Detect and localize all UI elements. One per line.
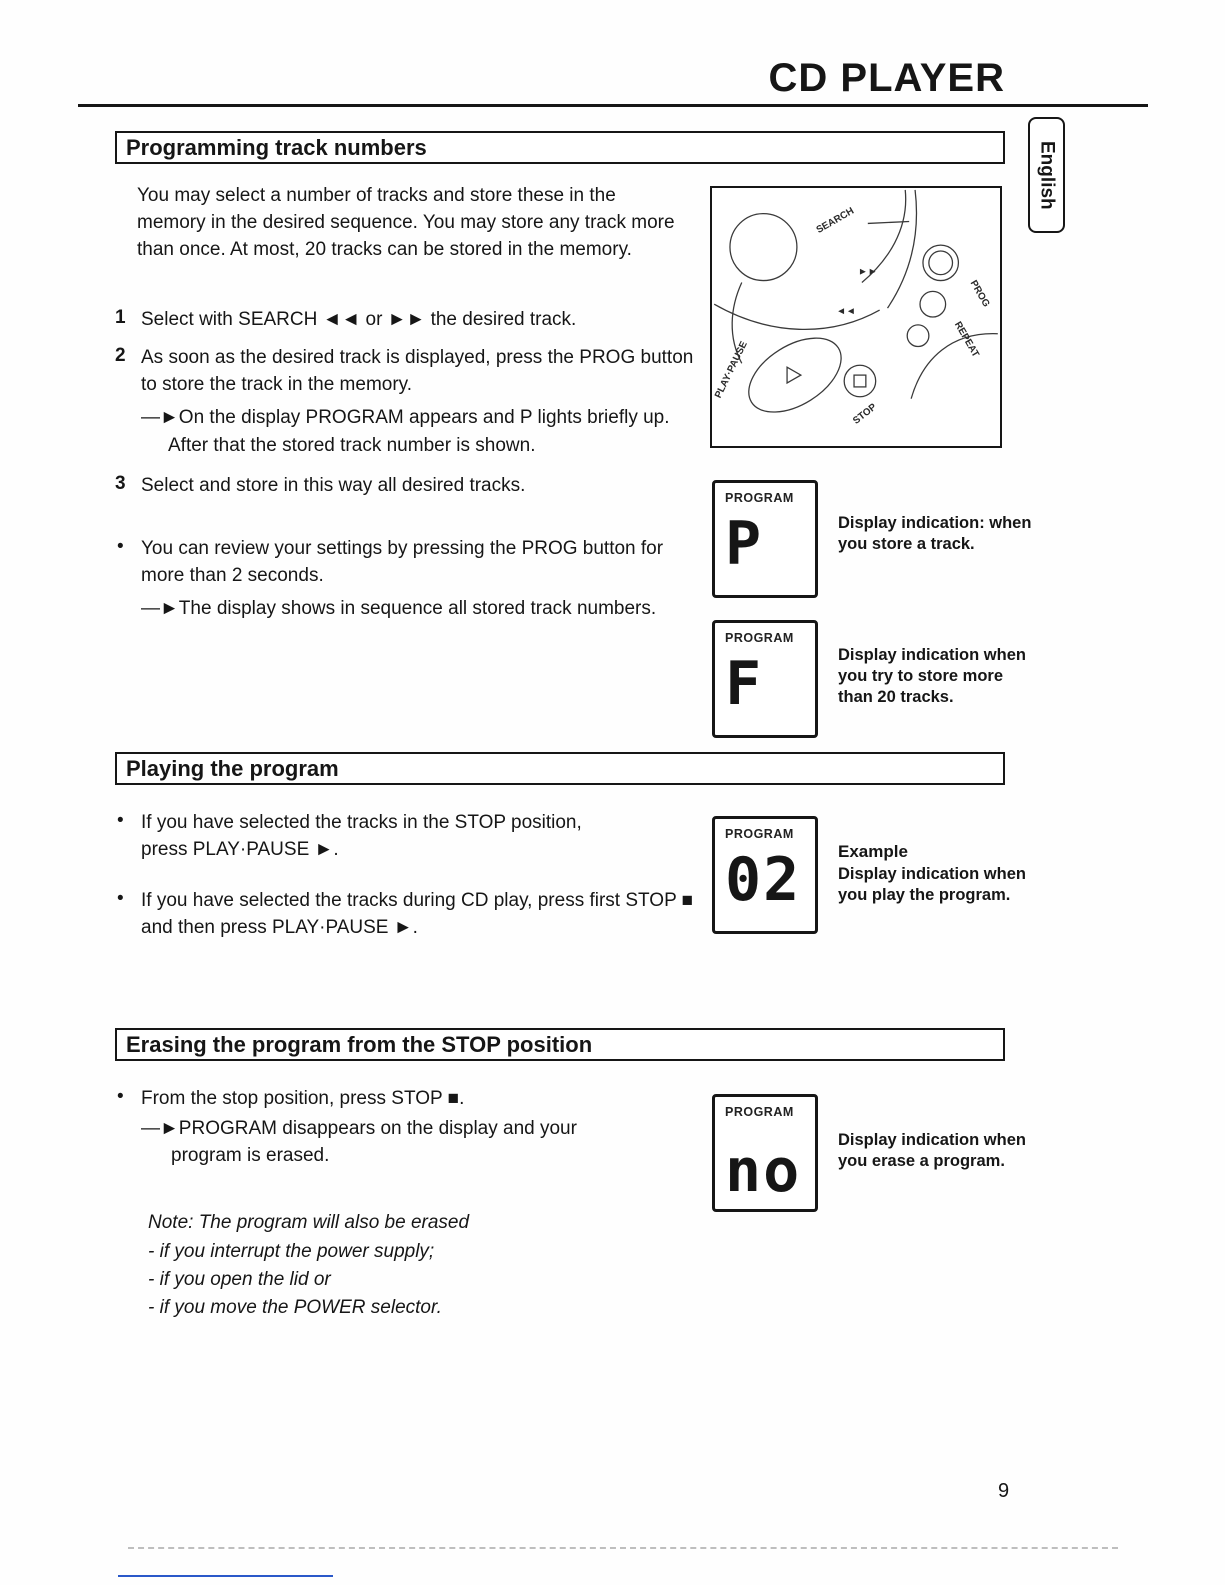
page-number: 9 — [998, 1480, 1010, 1502]
section-heading-playing — [115, 752, 1005, 785]
display-label: PROGRAM — [725, 1105, 794, 1119]
section-heading-programming — [115, 131, 1005, 164]
scan-artifact-dashes — [128, 1547, 1118, 1549]
diagram-label-prog: PROG — [967, 278, 992, 310]
erasing-arrow-note: —►PROGRAM disappears on the display and your program is erased. — [141, 1118, 577, 1166]
device-diagram — [710, 186, 1002, 448]
section-heading-erasing — [115, 1028, 1005, 1061]
title-rule — [78, 104, 1148, 107]
display-label: PROGRAM — [725, 631, 794, 645]
step-number: 1 — [115, 307, 126, 328]
scan-artifact-blue-line — [118, 1575, 333, 1577]
step-arrow-note-cont: After that the stored track number is shown. — [168, 435, 536, 456]
step-text: Select with SEARCH ◄◄ or ►► the desired track. — [141, 309, 577, 330]
language-tab-label: English — [1036, 140, 1058, 210]
display-label: PROGRAM — [725, 491, 794, 505]
bullet-icon: • — [117, 888, 124, 909]
step-arrow-note: —►On the display PROGRAM appears and P lights briefly up. — [141, 407, 670, 428]
note-line: - if you open the lid or — [148, 1269, 331, 1290]
display-value: 02 — [725, 845, 802, 915]
display-panel-example — [712, 816, 818, 934]
device-diagram-art — [712, 188, 1000, 446]
section-heading-text: Playing the program — [126, 755, 339, 781]
review-arrow-note: —►The display shows in sequence all stored track numbers. — [141, 598, 657, 619]
diagram-prev-icon: ◄◄ — [836, 306, 856, 318]
page-title: CD PLAYER — [768, 56, 1005, 100]
display-caption-title: Example — [838, 842, 908, 861]
bullet-icon: • — [117, 1086, 124, 1107]
step-number: 2 — [115, 345, 126, 366]
display-panel-full — [712, 620, 818, 738]
display-value: P — [725, 509, 764, 579]
section-heading-text: Erasing the program from the STOP position — [126, 1031, 593, 1057]
bullet-icon: • — [117, 536, 124, 557]
diagram-label-repeat: REPEAT — [951, 319, 981, 360]
display-panel-store — [712, 480, 818, 598]
playing-bullet-1: If you have selected the tracks in the STOP position, press PLAY·PAUSE ►. — [141, 812, 582, 860]
display-caption: Display indication when you try to store more than 20 tracks. — [838, 646, 1026, 707]
section-heading-text: Programming track numbers — [126, 134, 427, 160]
note-title: Note: The program will also be erased — [148, 1212, 470, 1233]
step-text: As soon as the desired track is displayed, press the PROG button to store the track in the memory. — [141, 347, 694, 395]
display-caption: Display indication: when you store a track. — [838, 514, 1032, 554]
erasing-bullet: From the stop position, press STOP ■. — [141, 1088, 465, 1109]
step-text: Select and store in this way all desired tracks. — [141, 475, 526, 496]
note-line: - if you move the POWER selector. — [148, 1297, 442, 1318]
display-caption: Display indication when you play the program. — [838, 865, 1026, 905]
intro-paragraph: You may select a number of tracks and store these in the memory in the desired sequence. You may store any track more than once. At most, 20 tracks can be stored in the memory. — [137, 185, 675, 260]
diagram-next-icon: ►► — [857, 266, 878, 278]
diagram-label-stop: STOP — [851, 401, 879, 427]
display-value: no — [725, 1136, 802, 1206]
step-number: 3 — [115, 473, 126, 494]
display-label: PROGRAM — [725, 827, 794, 841]
bullet-icon: • — [117, 810, 124, 831]
note-line: - if you interrupt the power supply; — [148, 1241, 435, 1262]
display-value: F — [725, 649, 764, 719]
diagram-label-search: SEARCH — [814, 205, 857, 236]
language-tab — [1028, 117, 1065, 233]
review-bullet-text: You can review your settings by pressing the PROG button for more than 2 seconds. — [141, 538, 664, 586]
display-panel-erase — [712, 1094, 818, 1212]
display-caption: Display indication when you erase a program. — [838, 1131, 1026, 1171]
diagram-label-play-pause: PLAY·PAUSE — [712, 339, 750, 401]
playing-bullet-2: If you have selected the tracks during CD play, press first STOP ■ and then press PLAY·PAUSE ►. — [141, 890, 694, 938]
